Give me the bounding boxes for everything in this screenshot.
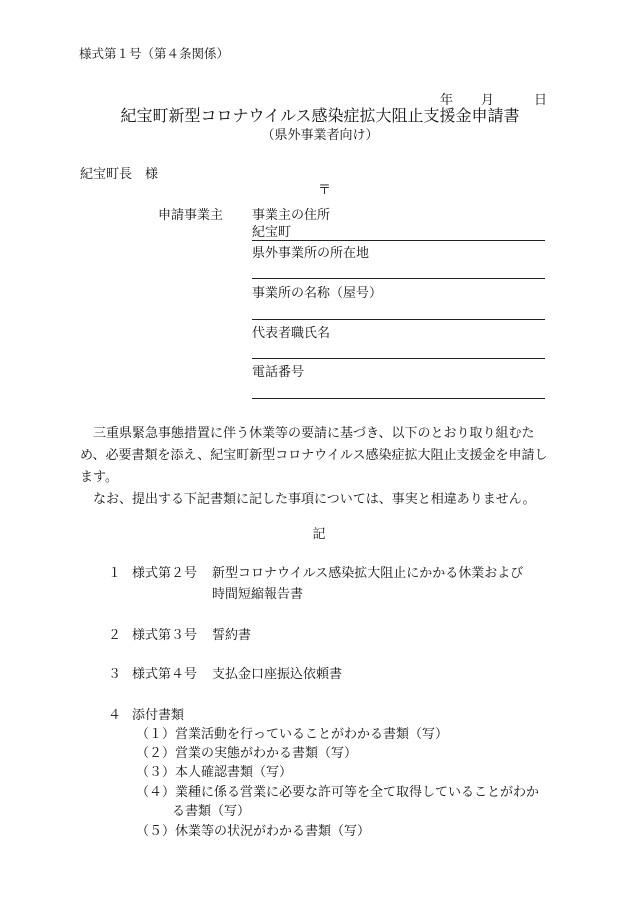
ki-heading: 記 — [312, 527, 326, 542]
date-month-label: 月 — [481, 93, 495, 108]
attachment-2: （２）営業の実態がわかる書類（写） — [136, 746, 358, 761]
item-4-number: ４ — [108, 708, 122, 723]
item-2-number: ２ — [108, 628, 122, 643]
applicant-label: 申請事業主 — [158, 208, 224, 223]
item-1-name: 新型コロナウイルス感染拡大阻止にかかる休業および — [212, 566, 524, 581]
item-4-label: 添付書類 — [132, 708, 185, 723]
office-name-line[interactable] — [252, 319, 545, 320]
item-2-form: 様式第３号 — [132, 628, 198, 643]
phone-line[interactable] — [252, 398, 545, 399]
item-2-name: 誓約書 — [212, 628, 252, 643]
owner-address-label: 事業主の住所 — [252, 208, 331, 223]
item-1-form: 様式第２号 — [132, 566, 198, 581]
statement-paragraph-1: 三重県緊急事態措置に伴う休業等の要請に基づき、以下のとおり取り組むため、必要書類を添え、紀宝町新型コロナウイルス感染症拡大阻止支援金を申請します。 — [80, 426, 548, 485]
item-1-name-cont: 時間短縮報告書 — [212, 587, 304, 602]
owner-address-value: 紀宝町 — [252, 225, 292, 240]
attachment-1: （１）営業活動を行っていることがわかる書類（写） — [136, 727, 449, 742]
attachment-4-cont: る書類（写） — [172, 804, 251, 819]
office-name-label: 事業所の名称（屋号） — [252, 286, 383, 301]
item-1-number: １ — [108, 566, 122, 581]
attachment-5: （５）休業等の状況がわかる書類（写） — [136, 824, 371, 839]
addressee: 紀宝町長 様 — [80, 167, 159, 182]
item-3-form: 様式第４号 — [132, 667, 198, 682]
representative-label: 代表者職氏名 — [252, 326, 331, 341]
attachment-3: （３）本人確認書類（写） — [136, 765, 293, 780]
postal-mark: 〒 — [318, 183, 332, 198]
form-number: 様式第１号（第４条関係） — [79, 46, 230, 61]
date-year-label: 年 — [440, 93, 454, 108]
item-3-name: 支払金口座振込依頼書 — [212, 667, 343, 682]
phone-label: 電話番号 — [252, 365, 305, 380]
statement-paragraph-2: なお、提出する下記書類に記した事項については、事実と相違ありません。 — [93, 492, 536, 507]
item-3-number: ３ — [108, 667, 122, 682]
application-statement — [80, 423, 552, 511]
page-title: 紀宝町新型コロナウイルス感染症拡大阻止支援金申請書 — [120, 106, 520, 125]
page-subtitle: （県外事業者向け） — [261, 128, 379, 143]
owner-address-line[interactable] — [252, 240, 545, 241]
date-day-label: 日 — [534, 93, 548, 108]
representative-line[interactable] — [252, 358, 545, 359]
office-location-line[interactable] — [252, 278, 545, 279]
attachment-4: （４）業種に係る営業に必要な許可等を全て取得していることがわか — [136, 785, 540, 800]
office-location-label: 県外事業所の所在地 — [252, 246, 370, 261]
